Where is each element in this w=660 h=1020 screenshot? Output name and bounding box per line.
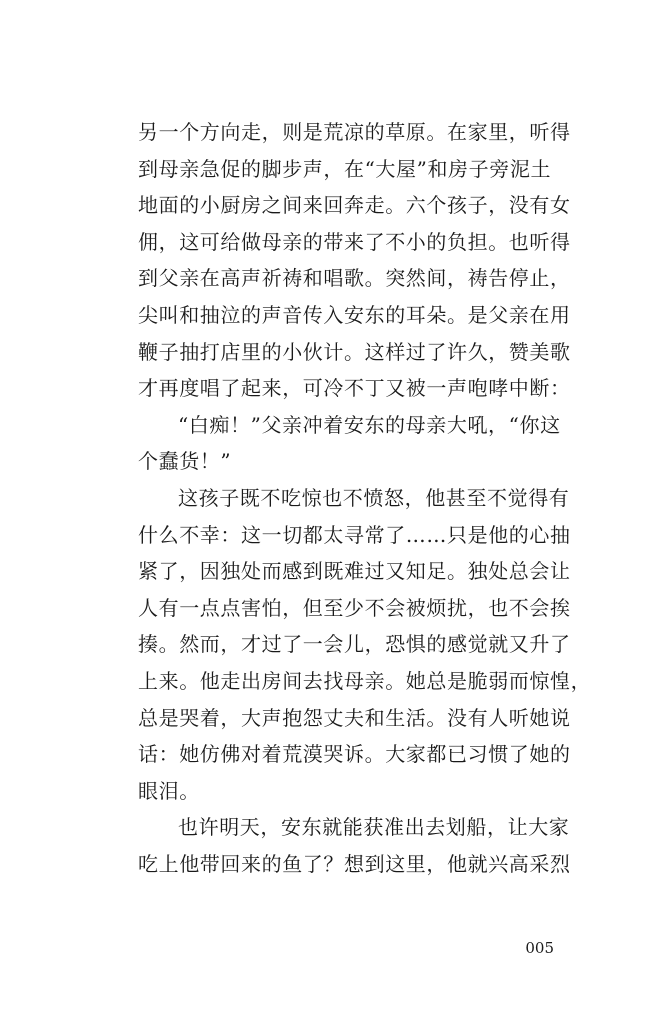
text-line: 总是哭着，大声抱怨丈夫和生活。没有人听她说 bbox=[138, 705, 571, 730]
text-line: 也许明天，安东就能获准出去划船，让大家 bbox=[178, 815, 570, 840]
text-line: “白痴！”父亲冲着安东的母亲大吼，“你这 bbox=[178, 412, 561, 437]
text-line: 佣，这可给做母亲的带来了不小的负担。也听得 bbox=[138, 229, 571, 254]
text-line: 鞭子抽打店里的小伙计。这样过了许久，赞美歌 bbox=[138, 339, 571, 364]
text-line: 地面的小厨房之间来回奔走。六个孩子，没有女 bbox=[138, 193, 571, 218]
text-line: 到父亲在高声祈祷和唱歌。突然间，祷告停止， bbox=[138, 266, 571, 291]
text-line: 吃上他带回来的鱼了？想到这里，他就兴高采烈 bbox=[138, 851, 571, 876]
text-line: 上来。他走出房间去找母亲。她总是脆弱而惊惶， bbox=[138, 668, 592, 693]
text-line: 到母亲急促的脚步声，在“大屋”和房子旁泥土 bbox=[138, 156, 552, 181]
text-line: 什么不幸：这一切都太寻常了……只是他的心抽 bbox=[138, 522, 571, 547]
text-line: 眼泪。 bbox=[138, 778, 200, 803]
body-text bbox=[138, 114, 592, 882]
text-line: 紧了，因独处而感到既难过又知足。独处总会让 bbox=[138, 559, 571, 584]
text-line: 才再度唱了起来，可冷不丁又被一声咆哮中断： bbox=[138, 376, 571, 401]
text-line: 这孩子既不吃惊也不愤怒，他甚至不觉得有 bbox=[178, 485, 570, 510]
page-number: 005 bbox=[525, 939, 554, 957]
text-line: 另一个方向走，则是荒凉的草原。在家里，听得 bbox=[138, 120, 571, 144]
text-line: 人有一点点害怕，但至少不会被烦扰，也不会挨 bbox=[138, 595, 571, 620]
text-line: 揍。然而，才过了一会儿，恐惧的感觉就又升了 bbox=[138, 632, 571, 657]
text-line: 尖叫和抽泣的声音传入安东的耳朵。是父亲在用 bbox=[138, 302, 571, 327]
text-line: 话：她仿佛对着荒漠哭诉。大家都已习惯了她的 bbox=[138, 742, 571, 767]
text-line: 个蠢货！” bbox=[138, 449, 232, 474]
